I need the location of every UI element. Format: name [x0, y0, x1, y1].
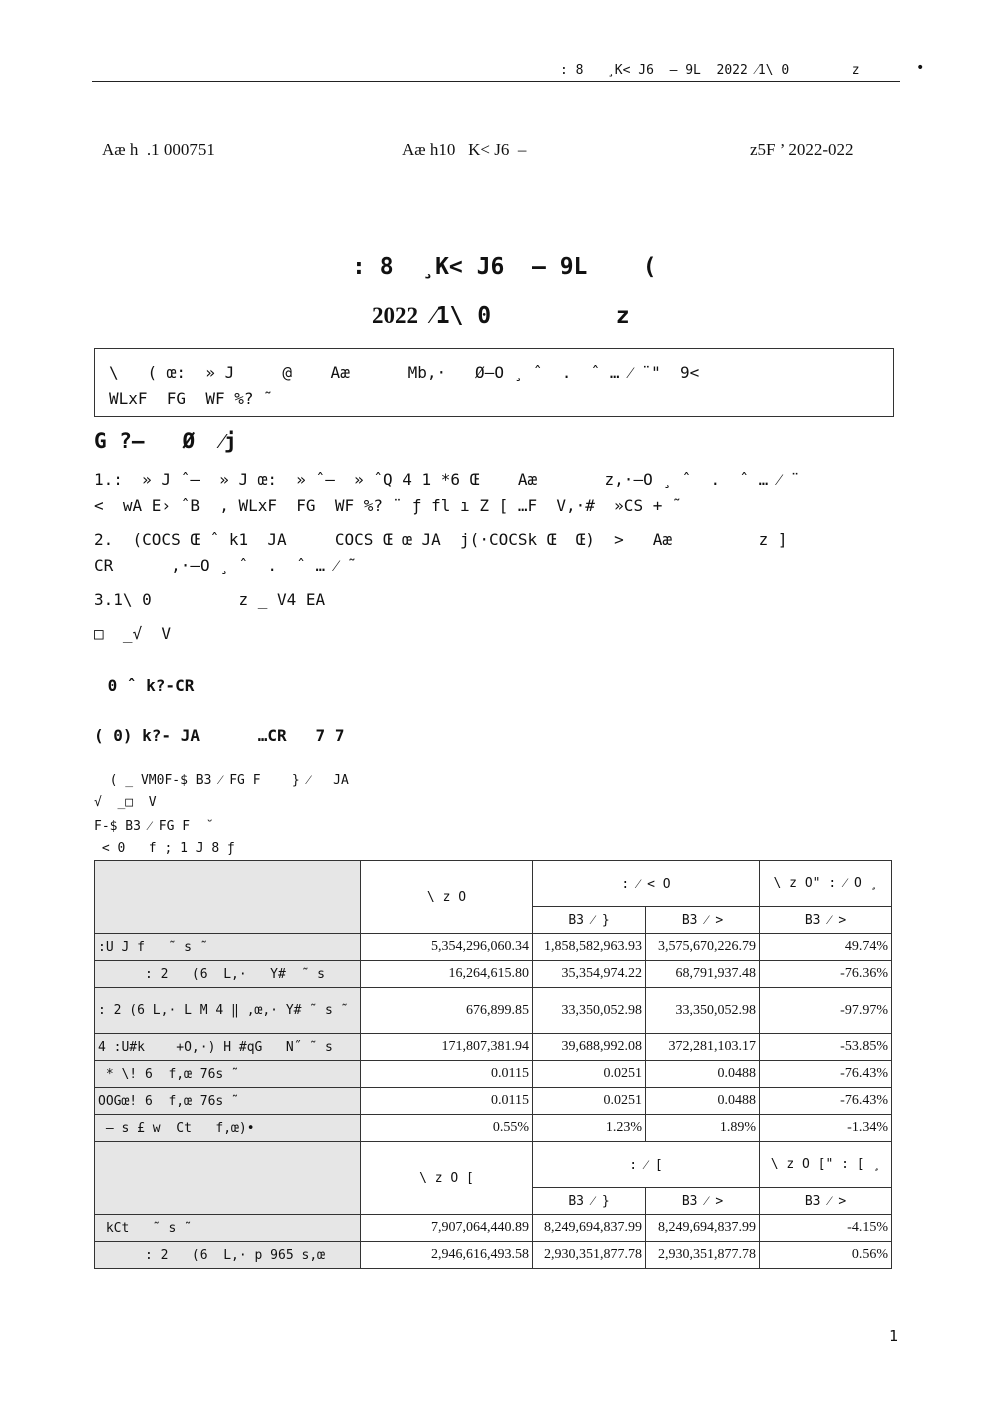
- cell-change: -4.15%: [760, 1215, 892, 1242]
- col-after-adjust-2: B3 ⁄ >: [646, 1188, 760, 1215]
- cell-after: 2,930,351,877.78: [646, 1242, 760, 1269]
- stock-short-name: Aæ h10 K< J6 –: [402, 140, 527, 159]
- row-label: OOGœ! 6 f,œ 76s ˜: [95, 1088, 361, 1115]
- cell-current: 676,899.85: [361, 988, 533, 1034]
- col-before-adjust: B3 ⁄ }: [533, 907, 646, 934]
- cell-before: 2,930,351,877.78: [533, 1242, 646, 1269]
- cell-after: 33,350,052.98: [646, 988, 760, 1034]
- cell-current: 5,354,296,060.34: [361, 934, 533, 961]
- cell-before: 0.0251: [533, 1088, 646, 1115]
- item-1-line-1: 1.: » J ˆ– » J œ: » ˆ– » ˆQ 4 1 *6 Œ Aæ z,·–O ¸ ˆ . ˆ … ⁄ ¨: [94, 470, 800, 489]
- row-label: : 2 (6 L,· Y# ˜ s: [95, 961, 361, 988]
- cell-change: -97.97%: [760, 988, 892, 1034]
- table-corner-cell: [95, 861, 361, 934]
- cell-before: 33,350,052.98: [533, 988, 646, 1034]
- col-change: \ z O" : ⁄ O ¸: [760, 861, 892, 907]
- note-line-a: ( _ VM0F-$ B3 ⁄ FG F } ⁄ JA: [94, 773, 349, 788]
- cell-change: -76.43%: [760, 1088, 892, 1115]
- table-row: [95, 934, 892, 961]
- table-row: [95, 1242, 892, 1269]
- table-row: [95, 1215, 892, 1242]
- cell-change: -1.34%: [760, 1115, 892, 1142]
- row-label: kCt ˜ s ˜: [95, 1215, 361, 1242]
- col-current-period-2: \ z O [: [361, 1142, 533, 1215]
- table-row: [95, 1034, 892, 1061]
- item-2-line-1: 2. (COCS Œ ˆ k1 JA COCS Œ œ JA j(·COCSk Œ Œ) > Aæ z ]: [94, 530, 788, 549]
- cell-before: 39,688,992.08: [533, 1034, 646, 1061]
- cell-after: 0.0488: [646, 1061, 760, 1088]
- note-line-b: √ _□ V: [94, 795, 157, 810]
- col-prior-period-group-2: : ⁄ [: [533, 1142, 760, 1188]
- cell-current: 0.55%: [361, 1115, 533, 1142]
- table-row: [95, 1115, 892, 1142]
- notice-number: z5F ’ 2022-022: [750, 140, 854, 159]
- cell-current: 171,807,381.94: [361, 1034, 533, 1061]
- cell-after: 68,791,937.48: [646, 961, 760, 988]
- header-rule: [92, 81, 900, 82]
- cell-before: 8,249,694,837.99: [533, 1215, 646, 1242]
- col-change-after-adjust: B3 ⁄ >: [760, 907, 892, 934]
- row-label: – s £ w Ct f,œ)•: [95, 1115, 361, 1142]
- header-bullet: •: [916, 60, 925, 76]
- subtitle-rest: ⁄1\ 0 z: [418, 303, 630, 329]
- section-1-title: G ?– Ø ⁄j: [94, 429, 237, 453]
- document-title: : 8 ¸K< J6 – 9L (: [352, 254, 657, 280]
- col-change-2: \ z O [" : [ ¸: [760, 1142, 892, 1188]
- notice-line-2: WLxF FG WF %? ˜: [109, 389, 273, 408]
- col-after-adjust: B3 ⁄ >: [646, 907, 760, 934]
- cell-current: 16,264,615.80: [361, 961, 533, 988]
- notice-line-1: \ ( œ: » J @ Aæ Mb,· Ø–O ¸ ˆ . ˆ … ⁄ ¨" 9<: [109, 363, 700, 382]
- cell-before: 0.0251: [533, 1061, 646, 1088]
- table-row: [95, 1061, 892, 1088]
- note-line-d: < 0 f ; 1 J 8 ƒ: [94, 841, 235, 856]
- cell-current: 7,907,064,440.89: [361, 1215, 533, 1242]
- note-line-c: F-$ B3 ⁄ FG F ˘: [94, 819, 214, 834]
- cell-change: -76.36%: [760, 961, 892, 988]
- row-label: : 2 (6 L,· L M 4 ‖ ,œ,· Y# ˜ s ˜: [95, 988, 361, 1034]
- cell-current: 0.0115: [361, 1088, 533, 1115]
- cell-current: 0.0115: [361, 1061, 533, 1088]
- cell-after: 1.89%: [646, 1115, 760, 1142]
- col-current-period: \ z O: [361, 861, 533, 934]
- col-change-after-adjust-2: B3 ⁄ >: [760, 1188, 892, 1215]
- financial-data-table: [94, 860, 892, 1269]
- document-subtitle: [372, 303, 630, 329]
- cell-before: 1.23%: [533, 1115, 646, 1142]
- notice-box: [94, 348, 894, 417]
- row-label: : 2 (6 L,· p 965 s,œ: [95, 1242, 361, 1269]
- cell-after: 372,281,103.17: [646, 1034, 760, 1061]
- stock-code: Aæ h .1 000751: [102, 140, 215, 159]
- section-2-subtitle: ( 0) k?- JA …CR 7 7: [94, 726, 345, 745]
- subtitle-year: 2022: [372, 303, 418, 328]
- cell-change: -53.85%: [760, 1034, 892, 1061]
- item-2-line-2: CR ,·–O ¸ ˆ . ˆ … ⁄ ˜: [94, 556, 357, 575]
- row-label: * \! 6 f,œ 76s ˜: [95, 1061, 361, 1088]
- cell-change: 49.74%: [760, 934, 892, 961]
- item-4-checkbox-line: □ _√ V: [94, 624, 172, 643]
- cell-change: 0.56%: [760, 1242, 892, 1269]
- page-number: 1: [889, 1327, 899, 1345]
- cell-after: 3,575,670,226.79: [646, 934, 760, 961]
- col-prior-period-group: : ⁄ < O: [533, 861, 760, 907]
- section-2-title: 0 ˆ k?-CR: [98, 676, 195, 695]
- row-label: :U J f ˜ s ˜: [95, 934, 361, 961]
- cell-current: 2,946,616,493.58: [361, 1242, 533, 1269]
- table-row: [95, 1088, 892, 1115]
- table-row: [95, 961, 892, 988]
- cell-before: 35,354,974.22: [533, 961, 646, 988]
- item-1-line-2: < wA E› ˆB , WLxF FG WF %? ¨ ƒ fl ı Z [ …F V,·# »CS + ˜: [94, 496, 682, 515]
- cell-after: 0.0488: [646, 1088, 760, 1115]
- cell-change: -76.43%: [760, 1061, 892, 1088]
- cell-before: 1,858,582,963.93: [533, 934, 646, 961]
- table-row: [95, 988, 892, 1034]
- col-before-adjust-2: B3 ⁄ }: [533, 1188, 646, 1215]
- cell-after: 8,249,694,837.99: [646, 1215, 760, 1242]
- table-corner-cell-2: [95, 1142, 361, 1215]
- item-3: 3.1\ 0 z _ V4 EA: [94, 590, 326, 609]
- row-label: 4 :U#k +O,·) H #qG N˝ ˜ s: [95, 1034, 361, 1061]
- running-header: : 8 ¸K< J6 – 9L 2022 ⁄1\ 0 z: [560, 63, 860, 78]
